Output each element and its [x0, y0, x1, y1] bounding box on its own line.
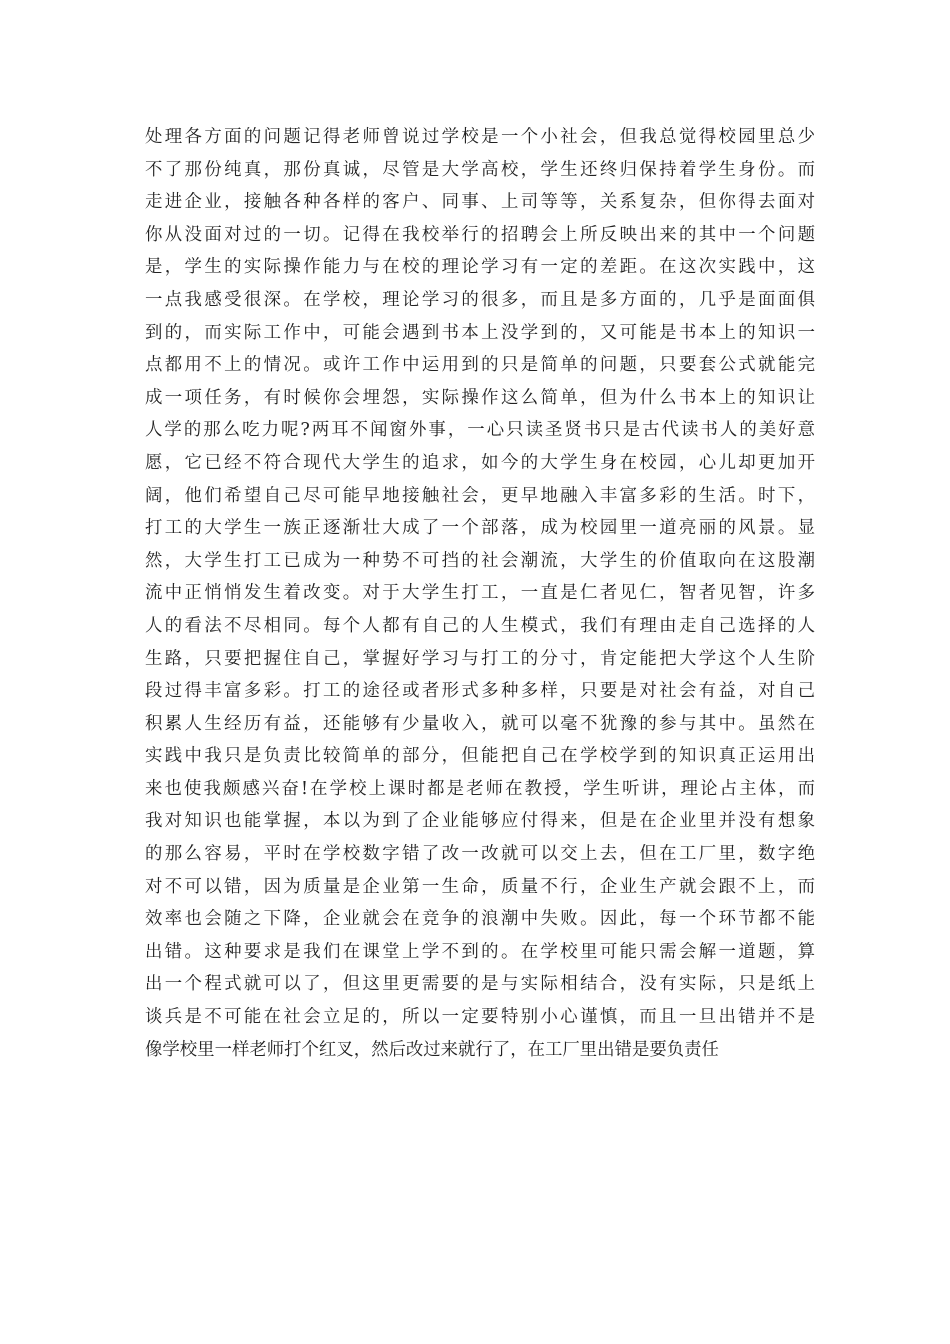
text-line: 谈兵是不可能在社会立足的，所以一定要特别小心谨慎，而且一旦出错并不是 [145, 1007, 815, 1028]
text-line: 像学校里一样老师打个红叉，然后改过来就行了，在工厂里出错是要负责任 [145, 1039, 719, 1060]
text-line: 对不可以错，因为质量是企业第一生命，质量不行，企业生产就会跟不上，而 [145, 876, 815, 897]
text-line: 打工的大学生一族正逐渐壮大成了一个部落，成为校园里一道亮丽的风景。显 [145, 518, 815, 539]
text-line: 阔，他们希望自己尽可能早地接触社会，更早地融入丰富多彩的生活。时下， [145, 485, 815, 506]
text-line: 效率也会随之下降，企业就会在竞争的浪潮中失败。因此，每一个环节都不能 [145, 909, 815, 930]
text-line: 人学的那么吃力呢?两耳不闻窗外事，一心只读圣贤书只是古代读书人的美好意 [145, 420, 815, 441]
text-line: 来也使我颇感兴奋!在学校上课时都是老师在教授，学生听讲，理论占主体，而 [145, 778, 815, 799]
text-line: 成一项任务，有时候你会埋怨，实际操作这么简单，但为什么书本上的知识让 [145, 387, 815, 408]
text-line: 走进企业，接触各种各样的客户、同事、上司等等，关系复杂，但你得去面对 [145, 192, 815, 213]
text-line: 积累人生经历有益，还能够有少量收入，就可以毫不犹豫的参与其中。虽然在 [145, 713, 815, 734]
text-line: 出错。这种要求是我们在课堂上学不到的。在学校里可能只需会解一道题，算 [145, 941, 815, 962]
text-line: 的那么容易，平时在学校数字错了改一改就可以交上去，但在工厂里，数字绝 [145, 844, 815, 865]
text-line: 生路，只要把握住自己，掌握好学习与打工的分寸，肯定能把大学这个人生阶 [145, 648, 815, 669]
text-line: 一点我感受很深。在学校，理论学习的很多，而且是多方面的，几乎是面面俱 [145, 289, 815, 310]
text-line: 实践中我只是负责比较简单的部分，但能把自己在学校学到的知识真正运用出 [145, 746, 815, 767]
text-line: 然，大学生打工已成为一种势不可挡的社会潮流，大学生的价值取向在这股潮 [145, 550, 815, 571]
text-line: 是，学生的实际操作能力与在校的理论学习有一定的差距。在这次实践中，这 [145, 257, 815, 278]
text-line: 不了那份纯真，那份真诚，尽管是大学高校，学生还终归保持着学生身份。而 [145, 159, 815, 180]
text-line: 流中正悄悄发生着改变。对于大学生打工，一直是仁者见仁，智者见智，许多 [145, 583, 815, 604]
text-line: 到的，而实际工作中，可能会遇到书本上没学到的，又可能是书本上的知识一 [145, 322, 815, 343]
text-line: 点都用不上的情况。或许工作中运用到的只是简单的问题，只要套公式就能完 [145, 355, 815, 376]
text-line: 人的看法不尽相同。每个人都有自己的人生模式，我们有理由走自己选择的人 [145, 615, 815, 636]
body-text [145, 121, 815, 1066]
text-line: 段过得丰富多彩。打工的途径或者形式多种多样，只要是对社会有益，对自己 [145, 681, 815, 702]
text-line: 我对知识也能掌握，本以为到了企业能够应付得来，但是在企业里并没有想象 [145, 811, 815, 832]
text-line: 愿，它已经不符合现代大学生的追求，如今的大学生身在校园，心儿却更加开 [145, 452, 815, 473]
text-line: 出一个程式就可以了，但这里更需要的是与实际相结合，没有实际，只是纸上 [145, 974, 815, 995]
text-line: 你从没面对过的一切。记得在我校举行的招聘会上所反映出来的其中一个问题 [145, 224, 815, 245]
text-line: 处理各方面的问题记得老师曾说过学校是一个小社会，但我总觉得校园里总少 [145, 127, 815, 147]
